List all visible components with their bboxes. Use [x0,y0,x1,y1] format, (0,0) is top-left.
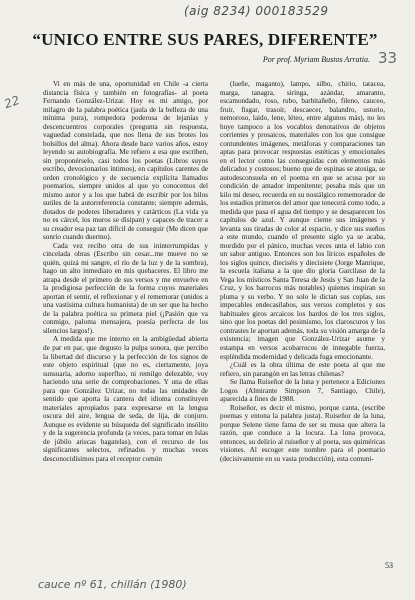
text-column-right [220,80,385,463]
paragraph: Se llama Ruiseñor de la luna y pertenece a Ediciones Logos (Almirante Simpson 7, Santiago, Chile), aparecida a fines de 1988. [220,378,385,404]
handwritten-page-mark: 33 [378,49,398,67]
article-title: “UNICO ENTRE SUS PARES, DIFERENTE” [32,30,378,49]
paragraph: Cada vez recibo otra de sus ininterrumpidas y cincelada obras (Escribo sin cesar...me mueve no se quién, quizá mi sangre, el río de la luz y de la sombra), hago un alto inmediato en mis quehaceres. El libro me atrapa desde el primero de sus versos y me envuelve en la prodigiosa perfección de la forma cuyos materiales aportan el sentir, el reflexionar y el rememorar (unidos a una vastísima cultura humanista) de un ser que ha hecho de la palabra poética su primera piel (¡Pasión que va conmigo, paloma mensajera, poesía perfecta de los silencios largos!). [43,241,208,335]
paragraph: Ruiseñor, es decir el mismo, porque canta, (escribe poemas y entona la palabra justa). Ruiseñor de la luna, porque Selene tiene fama de ser su musa que altera la razón, que conduce a la locura. La luna provoca, entonces, su delirio al ruiseñor y al poeta, sus quiméricas visiones. Al escoger este nombre para el poemario (decisivamente en su vasta producción), esta comuni- [220,403,385,463]
author-byline: Por prof. Myriam Bustos Arratia. [262,55,370,64]
text-column-left [43,80,208,463]
paragraph: (lueñe, maganto), lampo, silbo, chirio, taracea, marga, tanagra, siringa, azándar, amaranto, escamondado, roso, rubo, barbitañeño, fileno, cauceo, fruir, fisgar, trasoír, descaecer, balandro, ustorio, nemoroso, laido, lene, léteo, entre algunos más), no les huye tampoco a los vocablos denotativos de objetos corrientes y prosaicos, materiales con los que consigue contundentes imágenes, metáforas y comparaciones tan aptas para provocar respuestas estéticas y emocionales en el lector como las conseguidas con elementos más delicados y costosos; bueno que de espinas se atosiga, se autodesconsuela en el poema en que se acusa por su condición de amador impenitente; pesaba más que un kilo mi deseo, recuerda en su nostálgico rememorador de los estadios primeros del amor que tenecerá como todo, a medida que pasa el agua del tiempo y se desaparecen los capítulos de azul. Y aunque cierne sus imágenes y levanta sus tiradas de color al espacio, y dice sus sueños a este mundo, cuando el presente siglo ya se acaba, mordido por el pánico, muchas veces unta el labio con un sabor antiguo. Entonces son los líricos españoles de los siglos quince, dieciséis y diecisiete (Jorge Manrique, la escuela italiana a la que dio gloria Garcilaso de la Vega los místicos Santa Teresa de Jesús y San Juan de la Cruz, y los barrocos más notables) quienes inspiran su pluma y su verbo. Y no solo le dictan sus coplas, sus impecables endecasílabos, sus versos completos y sus habituales giros arcaicos los bardos de los tres siglos, sino que los poetas del pesimismo, los claroscuros y los contrastes le aportan además, toda su visión amarga de la existencia; imagen que González-Urizar asume y estampa en versos acobarrocos de innegable fuerza, espléndida modernidad y delicada fuga emocionante. [220,80,385,361]
page-number: 53 [385,561,393,570]
paragraph: A medida que me interno en la ambigüedad abierta de par en par, que degusto la pulpa sonora, que percibo la libertad del discurso y la perfección de los signos de este objeto espiritual (que no es, ciertamente, joya sunsuaria, adorno superfluo, ni remilgo delezable, voy haciendo una serie de comprobaciones. Y una de ellas para que González Urizar, no todas las unidades de sentido que aporta la cantera del idioma constituyen materiales apropiados para expresarse en la lengua oscura del aire, lengua de seda, de lija, de conjuro. Aunque es evidente su búsqueda del significado insólito y de la sugerencia profunda (a veces, para tomar en Islas de júbilo ariscas bagatelas), con el recurso de los significantes selectos, refinados y muchas veces desconocidísimos para el receptor común [43,335,208,463]
handwritten-source-note: cauce nº 61, chillán (1980) [38,578,187,591]
paragraph: ¿Cuál es la obra última de este poeta al que me refiero, sin parangón en las letras chilenas? [220,361,385,378]
paragraph: Vi en más de una, oportunidad en Chile -a cierta distancia física y también en fotografías- al poeta Fernando González-Urizar. Hoy es mi amigo, por milagro de la palabra poética (jaula de la belleza de una mínima pura), rompedora poderosa de lejanías y descencuentros corporales (pregunta sin respuesta, vaguedad constelada, que nos llena de sus brotes los bolsillos del alma). Ahora desde hace varios años, estoy leyendo su autobiografía. Me refiero a esa que escriben, sin proponérselo, casi todos los poetas (Libros suyos escribo, devocionarios íntimos), en capítulos carentes de orden cronológico y de secuencia explícita llamados poemarios, siempre unidos al que yo conocemos del mismo autor y a los que habrá de escribir por los hilos sutiles de la autorreferencia constante; siempre además, dotados de poderes liberadores y catárticos (La vida ya no es cárcel, los muros se disipan) y capaces de tracer a su creador esa paz tan difícil de conseguir (Me dicen que sonrío cuando duermo). [43,80,208,242]
handwritten-margin-number: 22 [2,92,22,112]
handwritten-catalog-note: (aig 8234) 000183529 [184,4,329,18]
